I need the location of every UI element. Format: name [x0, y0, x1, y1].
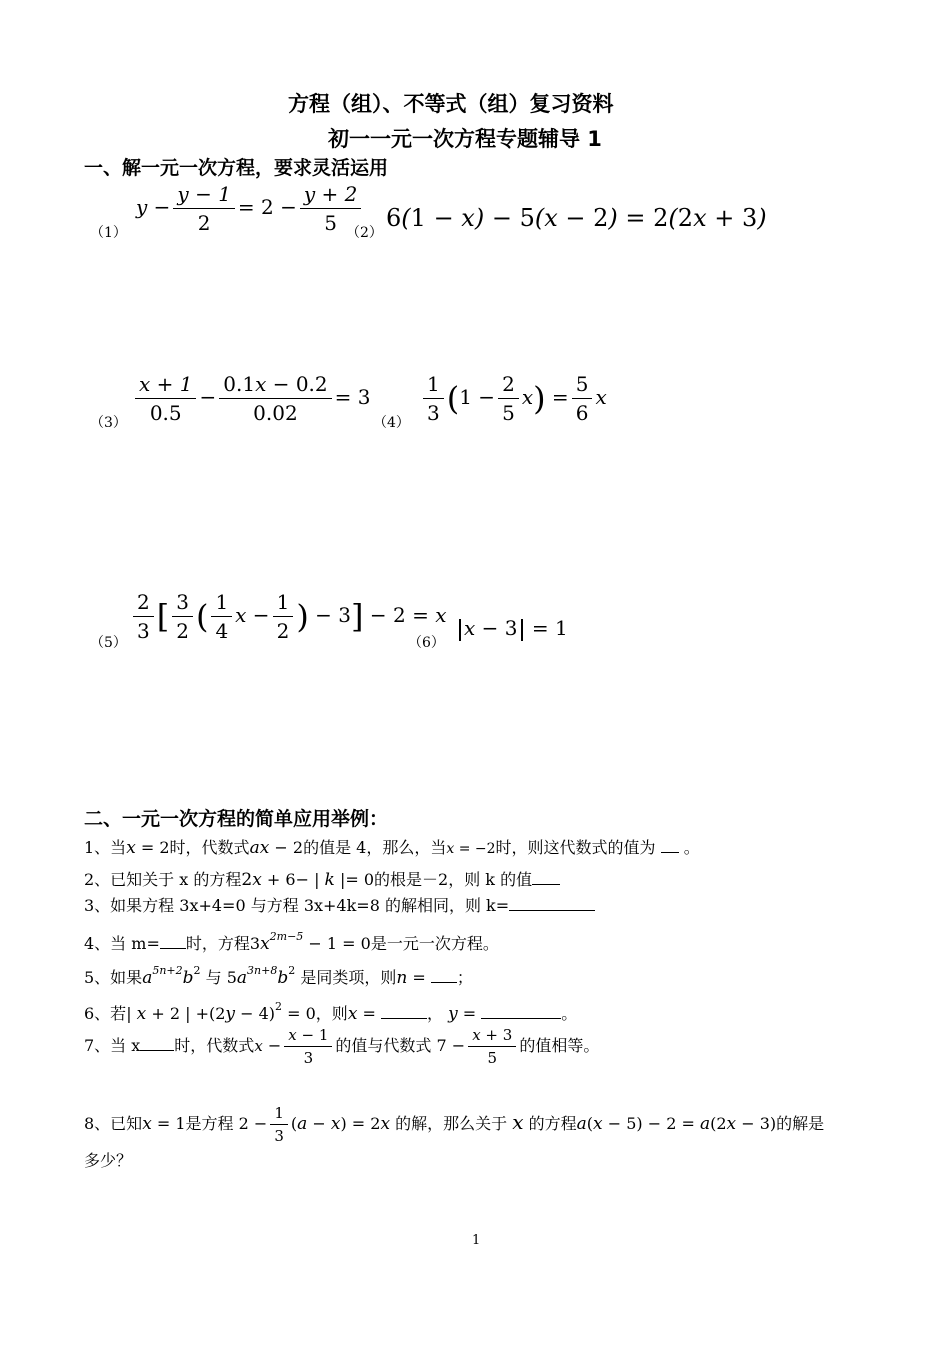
- answer-blank-4[interactable]: [160, 932, 186, 949]
- question-8-continuation: 多少？: [84, 1151, 133, 1170]
- problem-3-equation: $\frac{x + 1}{0.5}$ − $\frac{0.1x - 0.2}{0.02}$ = 3: [132, 372, 370, 425]
- question-3: 3、如果方程 3x+4=0 与方程 3x+4k=8 的解相同，则 k=: [84, 894, 595, 917]
- answer-blank-6y[interactable]: [481, 1002, 561, 1019]
- answer-blank-1[interactable]: [661, 836, 679, 853]
- answer-blank-6x[interactable]: [381, 1002, 427, 1019]
- problem-6-number: （6）: [408, 635, 445, 651]
- problem-2-equation: 6(1 − x) − 5(x − 2) = 2(2x + 3): [386, 204, 767, 232]
- question-6: 6、若| x + 2 | $+(2y - 4)^2 = 0$，则x = ， y = 。: [84, 1000, 578, 1024]
- answer-blank-2[interactable]: [532, 868, 560, 885]
- answer-blank-7[interactable]: [140, 1034, 174, 1051]
- problem-2-number: （2）: [346, 225, 383, 241]
- document-title: 方程（组）、不等式（组）复习资料: [288, 92, 614, 116]
- question-2: 2、已知关于 x 的方程2x + 6− | k |= 0的根是－2，则 k 的值: [84, 868, 560, 891]
- question-8: 8、已知x = 1是方程 2 − $\frac{1}{3}$ (a − x) = 2x 的解，那么关于 x 的方程a(x − 5) − 2 = a(2x − 3)的解是: [84, 1104, 825, 1145]
- question-5: 5、如果$a^{5n+2}b^2$ 与 $5a^{3n+8}b^2$ 是同类项，则n = ；: [84, 964, 473, 988]
- problem-5-number: （5）: [90, 635, 127, 651]
- problem-6-equation: x − 3 = 1: [456, 616, 568, 641]
- problem-5-equation: $\frac{2}{3}$ [ $\frac{3}{2}$ ( $\frac{1}{4}$ x − $\frac{1}{2}$ ) − 3] − 2 = x: [130, 590, 446, 643]
- problem-3-number: （3）: [90, 415, 127, 431]
- problem-1-equation: y − $\frac{y - 1}{2}$ = 2 − $\frac{y + 2}{5}$: [136, 182, 364, 235]
- section-1-heading: 一、解一元一次方程，要求灵活运用: [84, 157, 389, 179]
- problem-1-number: （1）: [90, 225, 127, 241]
- problem-4-equation: $\frac{1}{3}$ (1 − $\frac{2}{5}$ x) = $\frac{5}{6}$ x: [420, 372, 607, 425]
- answer-blank-5[interactable]: [431, 966, 457, 983]
- document-subtitle: 初一一元一次方程专题辅导 1: [328, 127, 602, 151]
- question-1: 1、当x = 2时，代数式ax − 2的值是 4，那么，当x = −2时，则这代数式的值为 。: [84, 838, 700, 858]
- question-7: 7、当 x 时，代数式x − $\frac{x - 1}{3}$ 的值与代数式 7 − $\frac{x + 3}{5}$ 的值相等。: [84, 1026, 600, 1067]
- answer-blank-3[interactable]: [509, 894, 595, 911]
- section-2-heading: 二、一元一次方程的简单应用举例：: [84, 808, 389, 830]
- question-4: 4、当 m= 时，方程$3x^{2m-5} - 1 = 0$是一元一次方程。: [84, 930, 499, 954]
- page-number: 1: [472, 1233, 481, 1248]
- problem-4-number: （4）: [373, 415, 410, 431]
